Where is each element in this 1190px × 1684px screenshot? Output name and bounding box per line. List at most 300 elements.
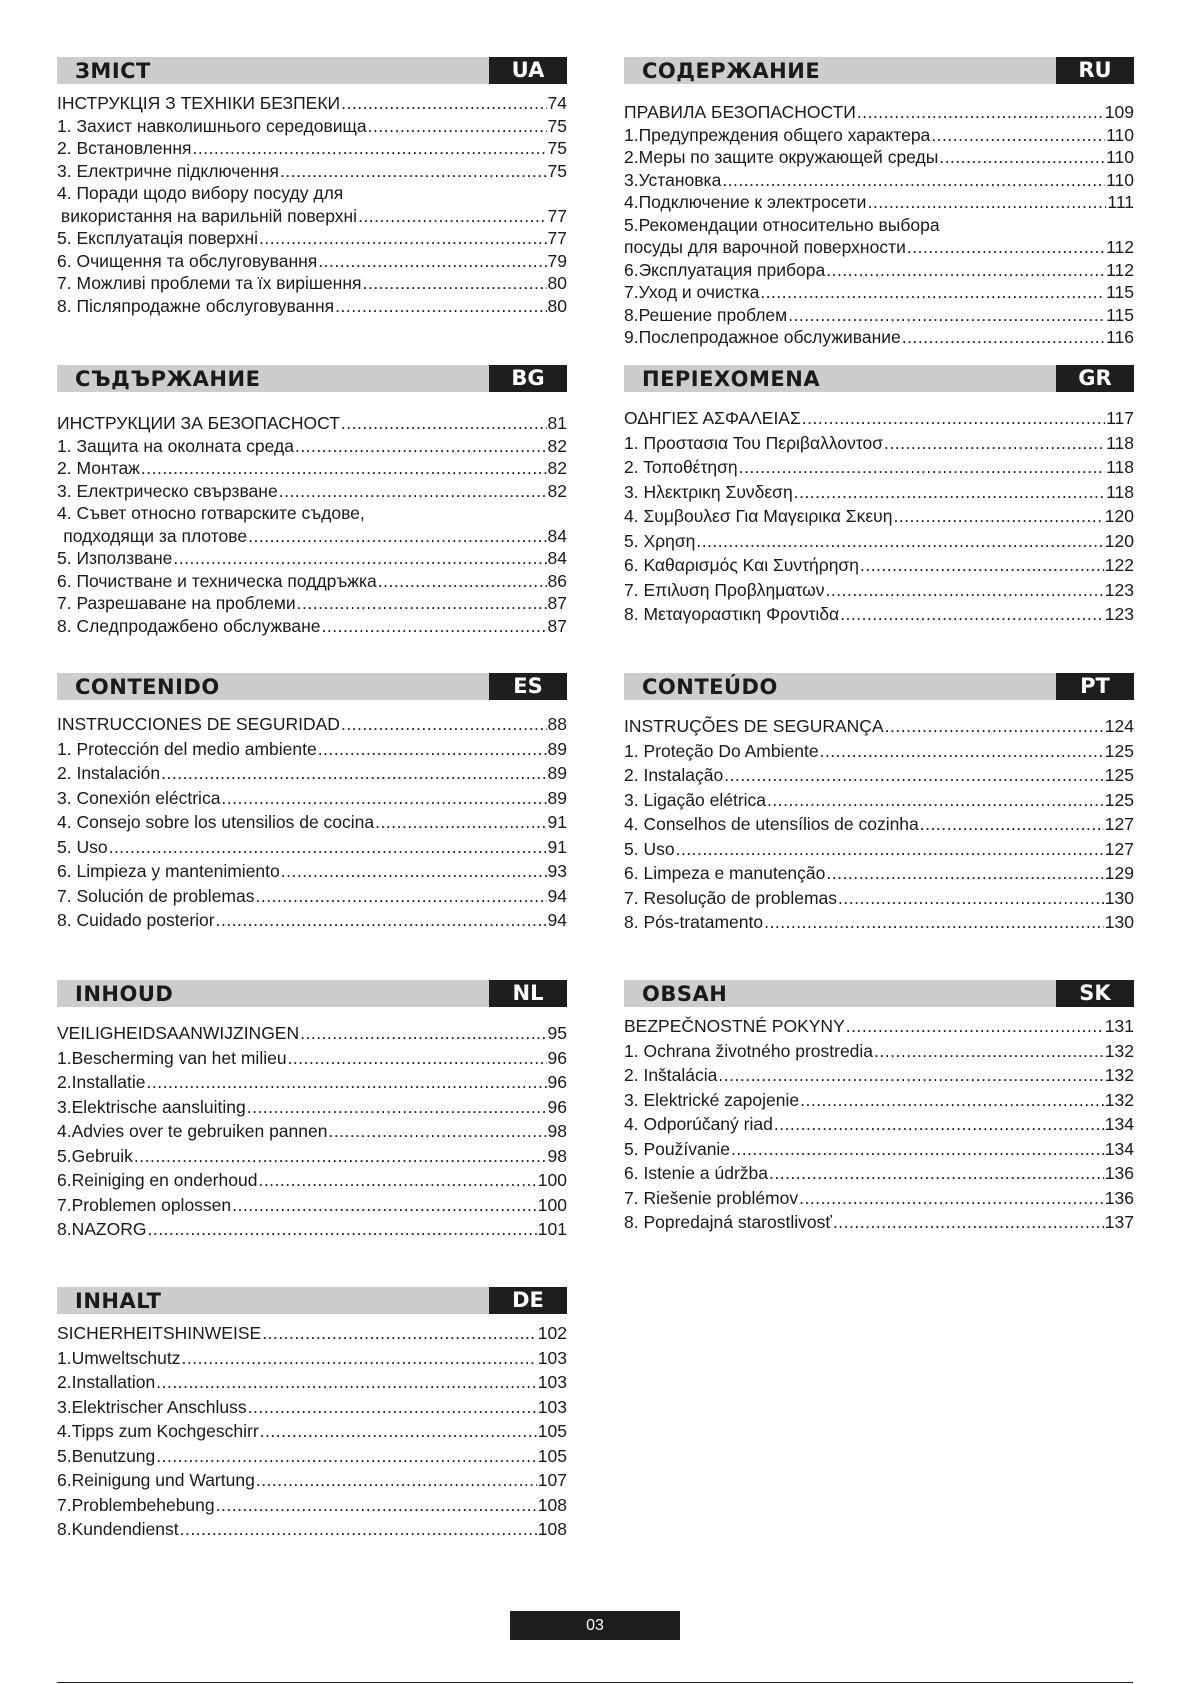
toc-entry-label: 3. Електричне підключення	[57, 160, 279, 181]
toc-entry-page: 82	[547, 458, 567, 478]
toc-entry-label: 6. Очищення та обслуговування	[57, 250, 318, 271]
dot-leader	[857, 101, 1104, 124]
toc-entry-label: 8.Kundendienst	[57, 1519, 179, 1539]
toc-entry-label: 4.Tipps zum Kochgeschirr	[57, 1421, 259, 1441]
toc-entry	[624, 1063, 1134, 1088]
toc-entry-label: 7. Можливі проблеми та їх вирішення	[57, 273, 362, 293]
toc-entry-label: 4. Поради щодо вибору посуду для	[57, 183, 344, 203]
toc-entry	[57, 1444, 567, 1469]
toc-entry-label: 5. Χρηση	[624, 530, 696, 551]
dot-leader	[826, 259, 1105, 282]
toc-entry	[624, 406, 1134, 431]
toc-entry-page: 84	[547, 525, 567, 546]
toc-entry-page: 96	[547, 1096, 567, 1117]
toc-entry-label: 5. Uso	[57, 836, 108, 857]
dot-leader	[147, 1217, 536, 1242]
dot-leader	[378, 570, 547, 593]
toc-entry-label: 7. Разрешаване на проблеми	[57, 593, 296, 613]
dot-leader	[838, 886, 1104, 911]
toc-entry	[624, 326, 1134, 349]
toc-entry	[624, 861, 1134, 886]
dot-leader	[258, 1168, 536, 1193]
toc-entry-label: 1.Предупреждения общего характера	[624, 124, 931, 145]
toc-entry-label: 8. Следпродажбено обслужване	[57, 615, 321, 636]
toc-entry-page: 94	[547, 885, 567, 906]
dot-leader	[173, 547, 546, 570]
toc-entry-page: 87	[547, 615, 567, 636]
toc-entry-label: 8. Popredajná starostlivosť	[624, 1212, 832, 1232]
toc-entry-page: 98	[547, 1145, 567, 1166]
dot-leader	[141, 457, 547, 480]
dot-leader	[696, 529, 1103, 554]
dot-leader	[335, 295, 546, 318]
dot-leader	[375, 810, 546, 835]
toc-entry	[57, 1193, 567, 1218]
toc-entry-label: 8. Cuidado posterior	[57, 910, 215, 930]
toc-entry	[57, 859, 567, 884]
dot-leader	[288, 1046, 547, 1071]
toc-entry-page: 96	[547, 1072, 567, 1092]
toc-entry	[624, 236, 1134, 259]
toc-entry-label: ІНСТРУКЦІЯ З ТЕХНІКИ БЕЗПЕКИ	[57, 93, 341, 113]
toc-section-de	[57, 1287, 567, 1542]
dot-leader	[297, 592, 547, 615]
toc-entries	[57, 712, 567, 933]
toc-entry	[57, 570, 567, 593]
toc-entry-page: 132	[1104, 1065, 1134, 1085]
dot-leader	[731, 1137, 1104, 1162]
footer-divider	[57, 1682, 1133, 1683]
toc-entry	[57, 547, 567, 570]
toc-entry	[624, 455, 1134, 480]
dot-leader	[341, 712, 547, 737]
toc-entry-label: використання на варильній поверхні	[60, 205, 358, 226]
toc-entry-page: 77	[547, 228, 567, 248]
toc-entry-page: 116	[1106, 327, 1134, 347]
dot-leader	[724, 763, 1104, 788]
toc-entry	[624, 553, 1134, 578]
dot-leader	[180, 1517, 537, 1542]
toc-entry	[57, 786, 567, 811]
toc-entry-page: 132	[1104, 1040, 1134, 1061]
toc-entry-label: 1.Umweltschutz	[57, 1347, 181, 1368]
toc-entry	[57, 1346, 567, 1371]
toc-section-bg	[57, 365, 567, 637]
dot-leader	[799, 1186, 1104, 1211]
dot-leader	[216, 908, 547, 933]
toc-entry-page: 127	[1104, 838, 1134, 859]
section-title: OBSAH	[642, 982, 728, 1006]
toc-entry-page: 134	[1104, 1114, 1134, 1134]
dot-leader	[920, 812, 1104, 837]
toc-entry	[624, 837, 1134, 862]
dot-leader	[182, 1346, 537, 1371]
toc-entry	[57, 737, 567, 762]
toc-entry-label: 2. Встановлення	[57, 138, 192, 158]
toc-entry-page: 136	[1104, 1163, 1134, 1183]
toc-entry	[57, 137, 567, 160]
toc-entry-label: 8. Μεταγοραστικη Φροντιδα	[624, 604, 840, 624]
toc-entry-label: 6. Limpeza e manutenção	[624, 863, 826, 883]
section-header	[57, 673, 567, 700]
toc-entry-label: 4. Съвет относно готварските съдове,	[57, 503, 365, 523]
toc-entry	[57, 1370, 567, 1395]
toc-entry-page: 125	[1104, 789, 1134, 810]
toc-entry-label: 4. Odporúčaný riad	[624, 1114, 773, 1134]
toc-entry	[57, 272, 567, 295]
toc-entry-label: посуды для варочной поверхности	[624, 237, 906, 257]
toc-entry-label: 6.Reiniging en onderhoud	[57, 1170, 258, 1190]
toc-entry-page: 89	[547, 738, 567, 759]
toc-entry-label: 8.NAZORG	[57, 1219, 147, 1239]
language-code-badge: NL	[489, 980, 567, 1007]
toc-entry	[624, 191, 1134, 214]
toc-entry-page: 112	[1106, 237, 1134, 257]
dot-leader	[902, 326, 1105, 349]
toc-entry-page: 101	[537, 1219, 567, 1239]
toc-entry-label: 8. Pós-tratamento	[624, 912, 764, 932]
toc-entry-label: 6. Καθαρισμός Και Συντήρηση	[624, 555, 859, 575]
toc-entry-label: INSTRUÇÕES DE SEGURANÇA	[624, 716, 884, 736]
toc-entry-page: 88	[547, 714, 567, 734]
toc-entry	[57, 1468, 567, 1493]
toc-entry-page: 94	[547, 910, 567, 930]
toc-entry	[57, 1168, 567, 1193]
toc-entry-label: 1. Ochrana životného prostredia	[624, 1040, 874, 1061]
toc-entry-page: 89	[547, 763, 567, 783]
section-title: INHOUD	[75, 982, 174, 1006]
dot-leader	[280, 160, 547, 183]
toc-entry-page: 103	[537, 1396, 567, 1417]
toc-entry-label: 2.Installatie	[57, 1072, 146, 1092]
section-header	[624, 980, 1134, 1007]
toc-entry	[57, 525, 567, 548]
dot-leader	[247, 1095, 547, 1120]
toc-entry-page: 80	[547, 295, 567, 316]
toc-entry-label: 2.Installation	[57, 1372, 156, 1392]
toc-entry	[57, 1144, 567, 1169]
toc-entry-label: 4.Подключение к электросети	[624, 192, 867, 212]
dot-leader	[800, 1088, 1104, 1113]
toc-entry	[57, 160, 567, 183]
toc-entry	[624, 281, 1134, 304]
dot-leader	[279, 480, 547, 503]
toc-entry-label: 4.Advies over te gebruiken pannen	[57, 1121, 328, 1141]
toc-entry-page: 74	[547, 93, 567, 113]
dot-leader	[764, 910, 1104, 935]
dot-leader	[156, 1370, 537, 1395]
toc-entry	[57, 1021, 567, 1046]
toc-entry-page: 136	[1104, 1187, 1134, 1208]
toc-entry-label: 4. Consejo sobre los utensilios de cocina	[57, 812, 375, 832]
toc-section-ru	[624, 57, 1134, 349]
toc-entry-page: 98	[547, 1121, 567, 1141]
toc-entries	[57, 412, 567, 637]
toc-entry-label: 1. Προστασια Του Περιβαλλοντοσ	[624, 432, 884, 453]
dot-leader	[867, 191, 1106, 214]
language-code-badge: PT	[1056, 673, 1134, 700]
toc-entry-label: 1. Proteção Do Ambiente	[624, 740, 819, 761]
language-code-badge: RU	[1056, 57, 1134, 84]
toc-entry	[57, 908, 567, 933]
toc-entry-label: 1.Bescherming van het milieu	[57, 1047, 287, 1068]
toc-entry-page: 127	[1104, 814, 1134, 834]
toc-entry	[624, 1014, 1134, 1039]
dot-leader	[134, 1144, 547, 1169]
toc-entry	[57, 1395, 567, 1420]
dot-leader	[147, 1070, 547, 1095]
dot-leader	[300, 1021, 546, 1046]
toc-entries	[624, 406, 1134, 627]
toc-entry-label: 5.Рекомендации относительно выбора	[624, 214, 940, 235]
dot-leader	[874, 1039, 1104, 1064]
toc-entry-label: 3. Ηλεκτρικη Συνδεση	[624, 481, 793, 502]
section-title: ЗМІСТ	[75, 59, 151, 83]
toc-entry-label: 2. Τοποθέτηση	[624, 457, 738, 477]
dot-leader	[232, 1193, 537, 1218]
dot-leader	[788, 304, 1105, 327]
section-header	[624, 365, 1134, 392]
toc-entry-page: 118	[1106, 432, 1134, 453]
toc-entry	[624, 1210, 1134, 1235]
dot-leader	[939, 146, 1105, 169]
toc-entry-page: 122	[1104, 555, 1134, 575]
dot-leader	[358, 205, 546, 228]
toc-entry	[624, 763, 1134, 788]
toc-entry	[57, 1419, 567, 1444]
toc-entries	[57, 92, 567, 317]
section-header	[624, 57, 1134, 84]
toc-entry-page: 84	[547, 548, 567, 568]
toc-entry-label: 3. Електрическо свързване	[57, 480, 278, 501]
dot-leader	[802, 406, 1105, 431]
toc-entry-label: ПРАВИЛА БЕЗОПАСНОСТИ	[624, 102, 856, 122]
toc-entry	[624, 578, 1134, 603]
toc-entry-label: 2. Instalación	[57, 763, 161, 783]
dot-leader	[860, 553, 1104, 578]
toc-entry-label: 6. Limpieza y mantenimiento	[57, 861, 280, 881]
toc-entry-label: 4. Conselhos de utensílios de cozinha	[624, 814, 919, 834]
dot-leader	[794, 480, 1105, 505]
toc-entry	[57, 835, 567, 860]
toc-entry	[57, 480, 567, 503]
toc-entry-page: 130	[1104, 887, 1134, 908]
toc-entry-page: 110	[1106, 169, 1134, 190]
toc-entry-page: 95	[547, 1023, 567, 1043]
toc-entry-label: BEZPEČNOSTNÉ POKYNY	[624, 1016, 845, 1036]
toc-entry-label: 8.Решение проблем	[624, 304, 788, 325]
toc-entry-page: 77	[547, 205, 567, 226]
dot-leader	[161, 761, 546, 786]
toc-entry	[57, 592, 567, 615]
toc-entry	[57, 115, 567, 138]
toc-entry-page: 107	[537, 1470, 567, 1490]
dot-leader	[262, 1321, 537, 1346]
toc-entry	[624, 1039, 1134, 1064]
toc-entry-label: 7.Уход и очистка	[624, 282, 760, 302]
toc-entry-page: 75	[547, 160, 567, 181]
toc-section-es	[57, 673, 567, 933]
dot-leader	[820, 739, 1104, 764]
language-code-badge: DE	[489, 1287, 567, 1314]
dot-leader	[192, 137, 546, 160]
dot-leader	[931, 124, 1105, 147]
toc-entry-label: 7. Επιλυση Προβληματων	[624, 579, 825, 600]
toc-entry	[57, 295, 567, 318]
toc-entry	[624, 1088, 1134, 1113]
toc-entry-page: 89	[547, 787, 567, 808]
dot-leader	[884, 431, 1105, 456]
toc-entry	[57, 1493, 567, 1518]
dot-leader	[718, 1063, 1103, 1088]
toc-entry-page: 100	[537, 1170, 567, 1190]
toc-section-ua	[57, 57, 567, 317]
toc-entry	[57, 435, 567, 458]
toc-entry-page: 80	[547, 273, 567, 293]
toc-entry-page: 100	[537, 1194, 567, 1215]
toc-entry-label: SICHERHEITSHINWEISE	[57, 1323, 262, 1343]
section-title: CONTEÚDO	[642, 675, 778, 699]
toc-entry-page: 110	[1106, 124, 1134, 145]
toc-entry	[57, 205, 567, 228]
toc-entry-page: 134	[1104, 1138, 1134, 1159]
toc-entry	[57, 1119, 567, 1144]
dot-leader	[216, 1493, 537, 1518]
dot-leader	[774, 1112, 1104, 1137]
toc-entry	[624, 714, 1134, 739]
dot-leader	[328, 1119, 546, 1144]
toc-entry-page: 81	[547, 413, 567, 433]
toc-entry	[624, 812, 1134, 837]
toc-entry-page: 108	[537, 1494, 567, 1515]
dot-leader	[907, 236, 1105, 259]
language-code-badge: ES	[489, 673, 567, 700]
section-title: СОДЕРЖАНИЕ	[642, 59, 821, 83]
dot-leader	[769, 1161, 1104, 1186]
toc-entry-label: 9.Послепродажное обслуживание	[624, 327, 901, 347]
toc-entry-page: 87	[547, 593, 567, 613]
language-code-badge: GR	[1056, 365, 1134, 392]
toc-entry	[624, 788, 1134, 813]
toc-entry-label: 7. Riešenie problémov	[624, 1187, 799, 1208]
toc-entry-page: 137	[1104, 1212, 1134, 1232]
dot-leader	[676, 837, 1104, 862]
toc-entry-label: 5.Gebruik	[57, 1145, 133, 1166]
toc-entry	[57, 502, 567, 525]
toc-entry-page: 115	[1106, 304, 1134, 325]
section-title: ΠΕΡΙΕΧΟΜΕΝΑ	[642, 367, 821, 391]
toc-entry	[624, 169, 1134, 192]
page-number: 03	[510, 1611, 680, 1640]
dot-leader	[760, 281, 1105, 304]
toc-entry	[624, 1186, 1134, 1211]
toc-entry-page: 123	[1104, 604, 1134, 624]
toc-entry-label: 5.Benutzung	[57, 1445, 156, 1466]
toc-entry	[624, 1137, 1134, 1162]
toc-entry	[57, 227, 567, 250]
dot-leader	[221, 786, 546, 811]
toc-entry-label: INSTRUCCIONES DE SEGURIDAD	[57, 714, 340, 734]
toc-entry-label: 6.Эксплуатация прибора	[624, 259, 826, 280]
toc-entry-page: 131	[1104, 1016, 1134, 1036]
toc-entry	[57, 1517, 567, 1542]
toc-entries	[624, 101, 1134, 349]
toc-entry-label: 6.Reinigung und Wartung	[57, 1470, 255, 1490]
toc-entry-label: подходящи за плотове	[63, 525, 248, 546]
dot-leader	[318, 737, 547, 762]
toc-entry-label: 3. Ligação elétrica	[624, 789, 767, 810]
dot-leader	[362, 272, 546, 295]
dot-leader	[368, 115, 547, 138]
toc-entry-label: 7. Resolução de problemas	[624, 887, 838, 908]
toc-entry-label: VEILIGHEIDSAANWIJZINGEN	[57, 1023, 300, 1043]
toc-entry-label: 1. Захист навколишнього середовища	[57, 115, 367, 136]
dot-leader	[318, 250, 546, 273]
toc-section-pt	[624, 673, 1134, 935]
toc-entry-page: 109	[1104, 102, 1134, 122]
toc-entry-label: 2. Inštalácia	[624, 1065, 718, 1085]
toc-entry	[57, 1070, 567, 1095]
toc-entry	[57, 1217, 567, 1242]
toc-entry-page: 75	[547, 138, 567, 158]
toc-entry-label: 1. Protección del medio ambiente	[57, 738, 317, 759]
language-code-badge: BG	[489, 365, 567, 392]
toc-entry-page: 96	[547, 1047, 567, 1068]
toc-entry-label: 7.Problembehebung	[57, 1494, 215, 1515]
section-header	[624, 673, 1134, 700]
toc-entry-page: 124	[1104, 716, 1134, 736]
toc-entries	[624, 1014, 1134, 1235]
dot-leader	[255, 884, 546, 909]
toc-entry-page: 123	[1104, 579, 1134, 600]
toc-entry-page: 132	[1104, 1089, 1134, 1110]
toc-entry-page: 110	[1106, 147, 1134, 167]
toc-entry	[57, 712, 567, 737]
toc-entry-label: 3.Elektrische aansluiting	[57, 1096, 246, 1117]
dot-leader	[341, 412, 547, 435]
dot-leader	[248, 525, 546, 548]
dot-leader	[767, 788, 1104, 813]
dot-leader	[826, 861, 1103, 886]
toc-entry-page: 108	[537, 1519, 567, 1539]
toc-entry-page: 115	[1106, 282, 1134, 302]
toc-entry-page: 79	[547, 250, 567, 271]
language-code-badge: UA	[489, 57, 567, 84]
dot-leader	[826, 578, 1104, 603]
dot-leader	[109, 835, 547, 860]
toc-entry-page: 102	[537, 1323, 567, 1343]
toc-entry	[57, 1095, 567, 1120]
toc-entry	[624, 504, 1134, 529]
dot-leader	[885, 714, 1104, 739]
dot-leader	[341, 92, 546, 115]
toc-entry-page: 129	[1104, 863, 1134, 883]
dot-leader	[722, 169, 1105, 192]
toc-entry-page: 103	[537, 1372, 567, 1392]
dot-leader	[840, 602, 1104, 627]
toc-entry-label: 5. Използване	[57, 548, 173, 568]
toc-entry-label: 2. Instalação	[624, 765, 724, 785]
toc-entry	[624, 1112, 1134, 1137]
toc-entry-page: 91	[547, 836, 567, 857]
toc-entry-page: 120	[1104, 530, 1134, 551]
toc-entry	[624, 304, 1134, 327]
toc-entry	[624, 602, 1134, 627]
toc-entry-page: 125	[1104, 740, 1134, 761]
toc-entry	[57, 761, 567, 786]
section-title: CONTENIDO	[75, 675, 220, 699]
toc-entry	[624, 1161, 1134, 1186]
